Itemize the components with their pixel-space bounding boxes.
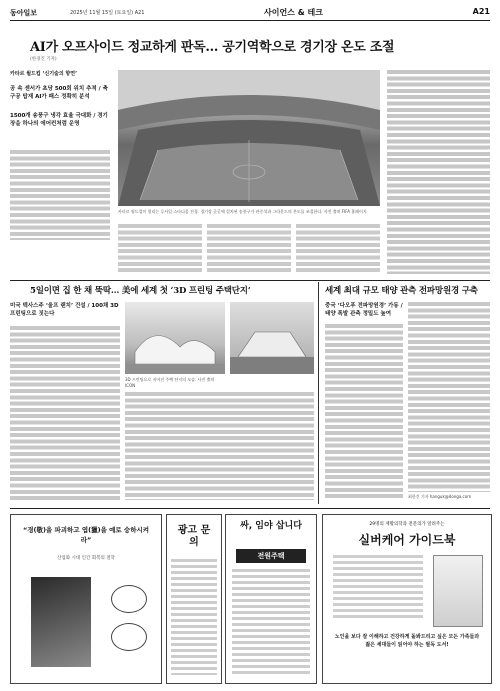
- deck-left: 미국 텍사스주 ‘울프 랜치’ 건설 / 100채 3D 프린팅으로 짓는다: [10, 303, 119, 317]
- article-body-col1: [10, 150, 110, 240]
- deck-2: 1500개 송풍구 냉각 효율 극대화 / 경기장을 하나의 에어컨처럼 운영: [10, 113, 108, 127]
- band-headline-right: 세계 최대 규모 태양 관측 전파망원경 구축: [325, 286, 478, 296]
- band-headline-left: 5일이면 집 한 채 뚝딱… 美에 세계 첫 ‘3D 프린팅 주택단지’: [30, 286, 251, 296]
- contact-ad-lines: [171, 559, 217, 675]
- deck-right: 중국 ‘다오푸 전파망원경’ 가동 / 태양 폭발 관측 정밀도 높여: [325, 303, 403, 317]
- photo-caption: 카타르 월드컵이 열리는 루사일 스타디움 전경. 경기장 곳곳에 설치된 송풍구가 관중석과 그라운드의 온도를 조절한다. 사진 출처 FIFA 홈페이지: [118, 209, 367, 214]
- article-body-left: [10, 326, 120, 501]
- contact-line: 최한건 기자 hanguk@donga.com: [408, 494, 472, 499]
- houses-image: [125, 302, 225, 374]
- stadium-image: [118, 70, 380, 206]
- book-ad: [10, 514, 162, 684]
- masthead: [10, 6, 490, 21]
- paper-name: 동아일보: [10, 9, 38, 17]
- deck-1: 공 속 센서가 초당 500회 위치 추적 / 축구공 탑재 AI가 패스 정확히 분석: [10, 86, 108, 100]
- byline: (한경진 기자): [30, 57, 57, 62]
- issue-date: 2025년 11월 15일 (토요일) A21: [70, 10, 145, 16]
- property-ad: [225, 514, 317, 684]
- house-photo-2: [230, 302, 314, 374]
- guidebook-cover: [433, 555, 483, 627]
- caption-mid: 3D 프린팅으로 지어진 주택 단지의 모습. 사진 출처 ICON: [125, 377, 215, 388]
- contact-ad-title: 광고 문의: [177, 525, 211, 548]
- property-ad-title: 싸, 임야 삽니다: [240, 521, 302, 531]
- page-number: A21: [472, 7, 490, 16]
- guidebook-ad-tagline: 29명의 재활의학과 전문의가 알려주는: [369, 522, 445, 527]
- article-body-right2: [408, 302, 490, 492]
- house-image: [230, 302, 314, 374]
- guidebook-ad-title: 실버케어 가이드북: [358, 533, 456, 547]
- book-ad-title: “경(敬)을 파괴하고 엽(獵)을 예로 숭하시켜라”: [22, 526, 150, 544]
- section-name: 사이언스 & 테크: [264, 8, 323, 17]
- badge-circle-1: [111, 585, 147, 613]
- guidebook-ad-contents: [333, 555, 423, 621]
- contact-ad: [166, 514, 222, 684]
- main-headline: AI가 오프사이드 정교하게 판독… 공기역학으로 경기장 온도 조절: [30, 40, 395, 55]
- article-body-mid: [125, 392, 314, 500]
- column-divider: [318, 282, 319, 504]
- article-body-right1: [325, 324, 403, 500]
- article-body-col2: [118, 224, 202, 274]
- article-body-col4: [296, 224, 380, 274]
- ad-divider: [10, 508, 490, 509]
- property-ad-list: [232, 569, 310, 677]
- house-photo-1: [125, 302, 225, 374]
- author-photo: [31, 577, 91, 667]
- guidebook-ad: [322, 514, 492, 684]
- kicker: 카타르 월드컵 ‘신기술의 향연’: [10, 71, 77, 77]
- badge-circle-2: [111, 623, 147, 651]
- divider: [10, 280, 490, 281]
- article-body-col5: [387, 70, 490, 274]
- article-body-col3: [207, 224, 291, 274]
- guidebook-ad-description: 노인을 보다 잘 이해하고 건강하게 돌봐드리고 싶은 모든 가족들과 젊은 세대들이 읽어야 하는 필독 도서!: [334, 634, 480, 648]
- stadium-photo: [118, 70, 380, 206]
- property-ad-banner: 전원주택: [236, 549, 306, 563]
- book-ad-subtitle: 산업화 시대 인간 회복의 철학: [57, 556, 115, 561]
